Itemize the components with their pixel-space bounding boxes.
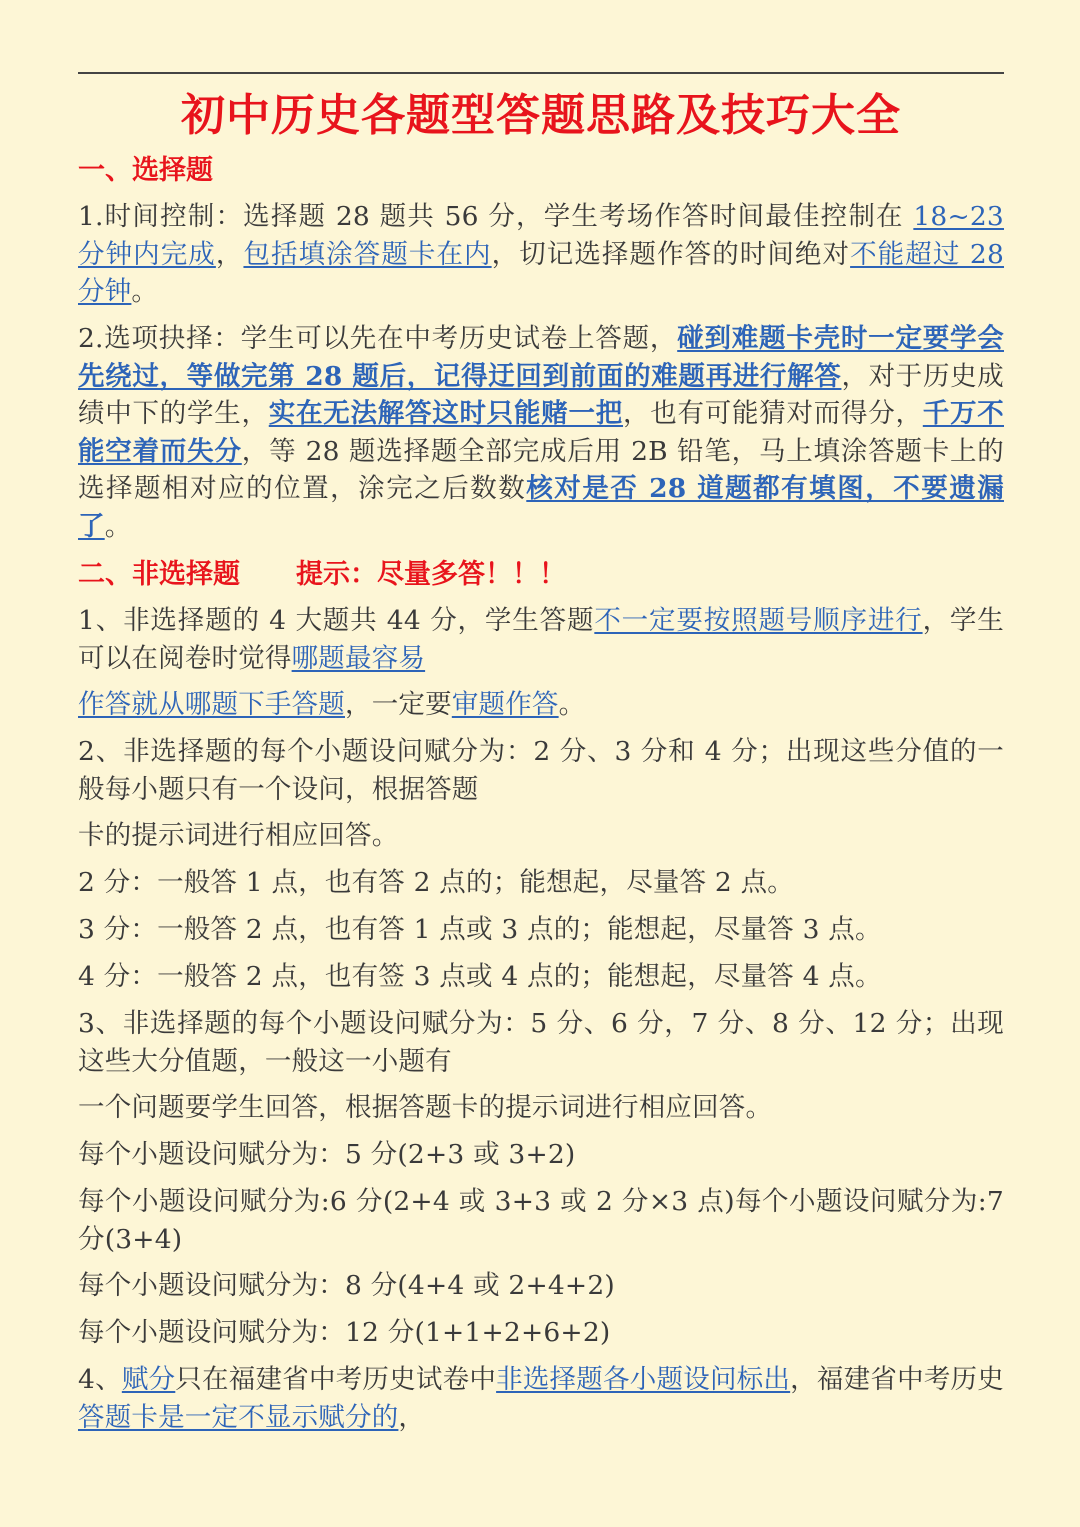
section-heading-choice: 一、选择题 — [78, 155, 213, 186]
score-3-line: 3 分：一般答 2 点，也有答 1 点或 3 点的；能想起，尽量答 3 点。 — [78, 914, 882, 945]
score-4-line: 4 分：一般答 2 点，也有签 3 点或 4 点的；能想起，尽量答 4 点。 — [78, 961, 882, 992]
paragraph-option-choice: 2.选项抉择：学生可以先在中考历史试卷上答题，碰到难题卡壳时一定要学会先绕过，等做完第 28 题后，记得迂回到前面的难题再进行解答，对于历史成绩中下的学生，实在无法解答这时只能赌一把，也有可能猜对而得分，千万不能空着而失分，等 28 题选择题全部完成后用 2B 铅笔，马上填涂答题卡上的选择题相对应的位置，涂完之后数数核对是否 28 道题都有填图，不要遗漏了。 — [78, 323, 1004, 542]
paragraph-time-control: 1.时间控制：选择题 28 题共 56 分，学生考场作答时间最佳控制在 18~23 分钟内完成，包括填涂答题卡在内，切记选择题作答的时间绝对不能超过 28 分钟。 — [78, 201, 1005, 307]
tip-text: 提示：尽量多答！！！ — [296, 559, 566, 590]
score-5-line: 每个小题设问赋分为：5 分(2+3 或 3+2) — [78, 1139, 576, 1170]
paragraph-nonchoice-3b: 一个问题要学生回答，根据答题卡的提示词进行相应回答。 — [78, 1092, 773, 1123]
score-12-line: 每个小题设问赋分为：12 分(1+1+2+6+2) — [78, 1317, 611, 1348]
paragraph-nonchoice-2: 2、非选择题的每个小题设问赋分为：2 分、3 分和 4 分；出现这些分值的一般每小题只有一个设问，根据答题 — [78, 736, 1004, 805]
paragraph-nonchoice-1b: 作答就从哪题下手答题，一定要审题作答。 — [78, 689, 586, 720]
paragraph-nonchoice-2b: 卡的提示词进行相应回答。 — [78, 820, 399, 851]
top-divider — [78, 72, 1004, 74]
score-2-line: 2 分：一般答 1 点，也有答 2 点的；能想起，尽量答 2 点。 — [78, 867, 795, 898]
paragraph-nonchoice-3: 3、非选择题的每个小题设问赋分为：5 分、6 分，7 分、8 分、12 分；出现这些大分值题，一般这一小题有 — [78, 1008, 1004, 1077]
paragraph-nonchoice-1: 1、非选择题的 4 大题共 44 分，学生答题不一定要按照题号顺序进行，学生可以在阅卷时觉得哪题最容易 — [78, 605, 1004, 674]
score-6-7-line: 每个小题设问赋分为:6 分(2+4 或 3+3 或 2 分×3 点)每个小题设问赋分为:7 分(3+4) — [78, 1186, 1004, 1255]
paragraph-nonchoice-4: 4、赋分只在福建省中考历史试卷中非选择题各小题设问标出，福建省中考历史答题卡是一定不显示赋分的， — [78, 1364, 1004, 1433]
score-8-line: 每个小题设问赋分为：8 分(4+4 或 2+4+2) — [78, 1270, 615, 1301]
section-heading-nonchoice: 二、非选择题 提示：尽量多答！！！ — [78, 559, 566, 590]
page-title: 初中历史各题型答题思路及技巧大全 — [181, 90, 901, 141]
